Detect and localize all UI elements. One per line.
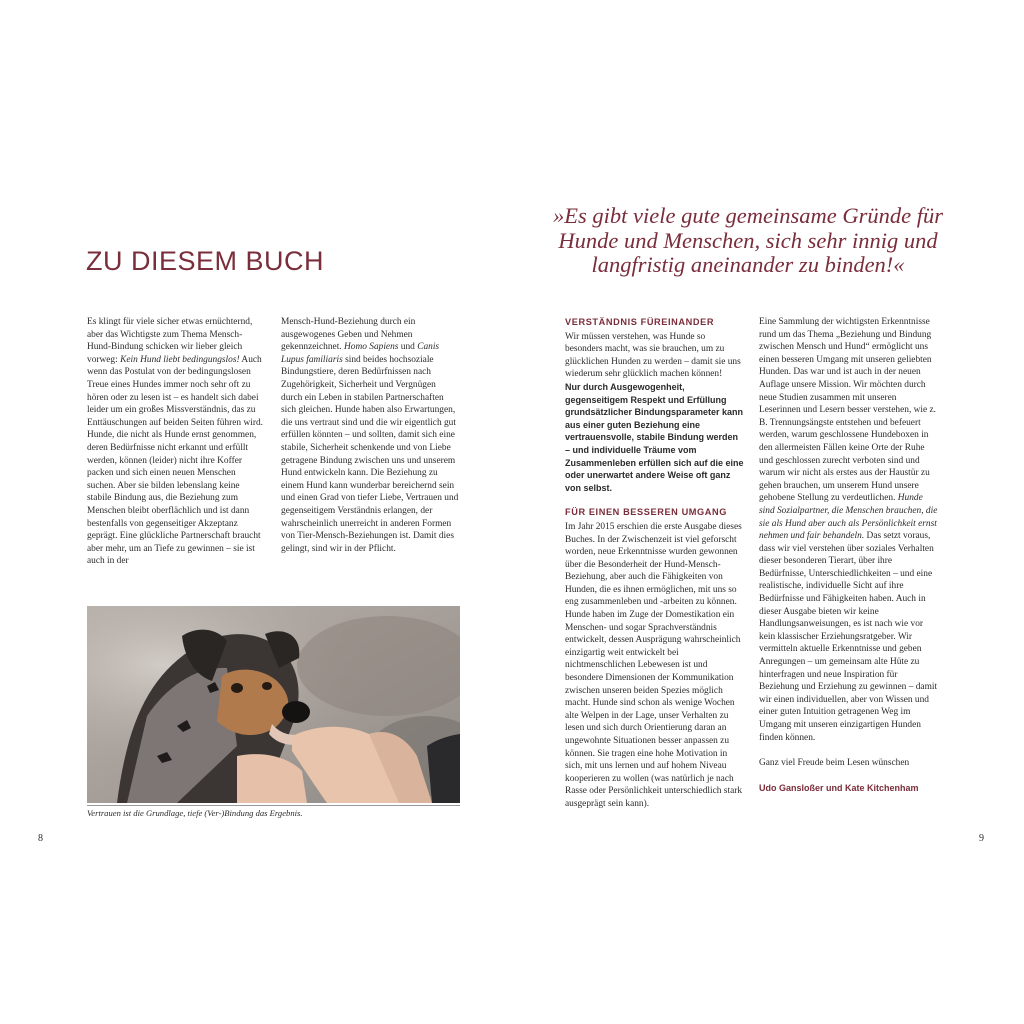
- closing-line: Ganz viel Freude beim Lesen wünschen: [759, 757, 910, 768]
- italic-emphasis: Hunde sind Sozialpartner, die Menschen brauchen, die sie als Hund aber auch als Persönlichkeit ernst nehmen und fair behandeln.: [759, 493, 938, 542]
- page-number-right: 9: [979, 833, 984, 844]
- italic-emphasis: Kein Hund liebt bedingungslos!: [120, 354, 240, 365]
- italic-term: Canis Lupus familiaris: [281, 342, 440, 365]
- photo-caption: Vertrauen ist die Grundlage, tiefe (Ver-)Bindung das Ergebnis.: [87, 808, 303, 818]
- text-column-2: [281, 316, 459, 568]
- section-heading: VERSTÄNDNIS FÜREINANDER: [565, 317, 715, 327]
- pull-quote: »Es gibt viele gute gemeinsame Gründe für Hunde und Menschen, sich sehr innig und langfristig aneinander zu binden!«: [553, 203, 943, 277]
- page-title: ZU DIESEM BUCH: [86, 246, 325, 276]
- text-column-4: [759, 316, 939, 795]
- italic-term: Homo Sapiens: [344, 342, 399, 353]
- author-signature: Udo Gansloßer und Kate Kitchenham: [759, 782, 919, 793]
- section-heading: FÜR EINEN BESSEREN UMGANG: [565, 507, 728, 518]
- bold-paragraph: Nur durch Ausgewogenheit, gegenseitigem Respekt und Erfüllung grundsätzlicher Bindungsparameter kann aus einer guten Beziehung eine vertrauensvolle, stabile Bindung werden – und individuelle Träume vom Zusammenleben erfüllen sich auf die eine oder unerwartet andere Weise oft ganz von selbst.: [565, 381, 744, 493]
- dog-photo-illustration: [87, 606, 460, 803]
- text-column-3: [565, 316, 745, 811]
- page-number-left: 8: [38, 833, 43, 844]
- paragraph: Es klingt für viele sicher etwas ernüchternd, aber das Wichtigste zum Thema Mensch-Hund-Bindung schicken wir lieber gleich vorweg: Kein Hund liebt bedingungslos! Auch wenn das Postulat von der bedingungslosen Treue eines Hundes immer noch sehr oft zu hören oder zu lesen ist – es handelt sich dabei leider um ein großes Missverständnis, das zu Enttäuschungen auf beiden Seiten führen wird. Hunde, die nicht als Hunde ernst genommen, deren Bedürfnisse nicht erkannt und erfüllt werden, können (leider) nicht ihre Koffer packen und sich einen neuen Menschen suchen. Aber sie bilden lebenslang keine stabile Bindung aus, die Beziehung zum Menschen bleibt oberflächlich und ist dann bestenfalls von gegenseitiger Akzeptanz geprägt. Eine glückliche Partnerschaft braucht aber mehr, um an Tiefe zu gewinnen – sie ist auch in der: [87, 317, 263, 567]
- paragraph: Im Jahr 2015 erschien die erste Ausgabe dieses Buches. In der Zwischenzeit ist viel geforscht worden, neue Erkenntnisse wurden gewonnen über die Besonderheit der Hund-Mensch-Beziehung, aber auch die Fähigkeiten von Hunden, die es ihnen ermöglichen, mit uns so eng zusammenleben und -arbeiten zu können. Hunde haben im Zuge der Domestikation ein Menschen- und sogar Sprachverständnis entwickelt, dessen Ausprägung wahrscheinlich einzigartig weit entwickelt bei nichtmenschlichen Lebewesen ist und besondere Dimensionen der Kommunikation zwischen unseren beiden Spezies möglich macht. Hunde sind schon als wenige Wochen alte Welpen in der Lage, unser Verhalten zu lesen und sich durch Orientierung daran an ungewohnte Situationen besser anpassen zu können. Sie tragen eine hohe Motivation in sich, mit uns lernen und auf hohem Niveau kooperieren zu wollen (was natürlich je nach Rasse oder Persönlichkeit unterschiedlich stark ausgeprägt sein kann).: [565, 521, 743, 809]
- paragraph: Eine Sammlung der wichtigsten Erkenntnisse rund um das Thema „Beziehung und Bindung zwischen Mensch und Hund“ ermöglicht uns einen besseren Umgang mit unseren geliebten Hunden. Das war und ist auch in der neuen Auflage unsere Mission. Wir möchten durch neue Studien zusammen mit unseren Leserinnen und Lesern besser verstehen, wie z. B. Trennungsängste entstehen und befeuert werden, warum geschlossene Hundeboxen in den allermeisten Fällen keine Orte der Ruhe und geschlossen zurecht verboten sind und warum wir nicht als erstes aus der Haustür zu gehen brauchen, um unserem Hund unsere gehobene Stellung zu verdeutlichen. Hunde sind Sozialpartner, die Menschen brauchen, die sie als Hund aber auch als Persönlichkeit ernst nehmen und fair behandeln. Das setzt voraus, dass wir viel verstehen über soziales Verhalten dieser besonderen Tierart, über ihre Bedürfnisse, Unterschiedlichkeiten – und eine realistische, individuelle Sicht auf ihre Bedürfnisse und Fähigkeiten haben. Auch in dieser Ausgabe bieten wir keine Handlungsanweisungen, es ist nach wie vor kein klassischer Erziehungsratgeber. Wir vermitteln aktuelle Erkenntnisse und geben Anregungen – um gemeinsam alte Hüte zu hinterfragen und neue Inspiration für Beziehung und Erziehung zu gewinnen – damit wir einen individuellen, aber von Wissen und einer guten Intuition getragenen Weg im Umgang mit unseren einzigartigen Hunden finden können.: [759, 317, 938, 743]
- paragraph: Mensch-Hund-Beziehung durch ein ausgewogenes Geben und Nehmen gekennzeichnet. Homo Sapiens und Canis Lupus familiaris sind beides hochsoziale Bindungstiere, deren Bedürfnissen nach Zugehörigkeit, Sicherheit und Vergnügen durch ein Leben in stabilen Partnerschaften sich gleichen. Hunde haben also Erwartungen, die uns vertraut sind und die wir eigentlich gut erfüllen könnten – und sollten, damit sich eine stabile, Sicherheit schenkende und von Liebe getragene Bindung zwischen uns und unserem Hund entwickeln kann. Die Beziehung zu einem Hund kann wunderbar bereichernd sein und einen Grad von tiefer Liebe, Vertrauen und gegenseitigem Verständnis erlangen, der wahrscheinlich unerreicht in anderen Formen von Tier-Mensch-Beziehungen ist. Damit dies gelingt, sind wir in der Pflicht.: [281, 317, 459, 554]
- dog-photo: [87, 606, 460, 803]
- caption-rule: [87, 805, 460, 806]
- paragraph: Wir müssen verstehen, was Hunde so besonders macht, was sie brauchen, um zu glücklichen Hunden zu werden – damit sie uns wiederum sehr glücklich machen können!: [565, 331, 741, 380]
- text-column-1: [87, 316, 265, 580]
